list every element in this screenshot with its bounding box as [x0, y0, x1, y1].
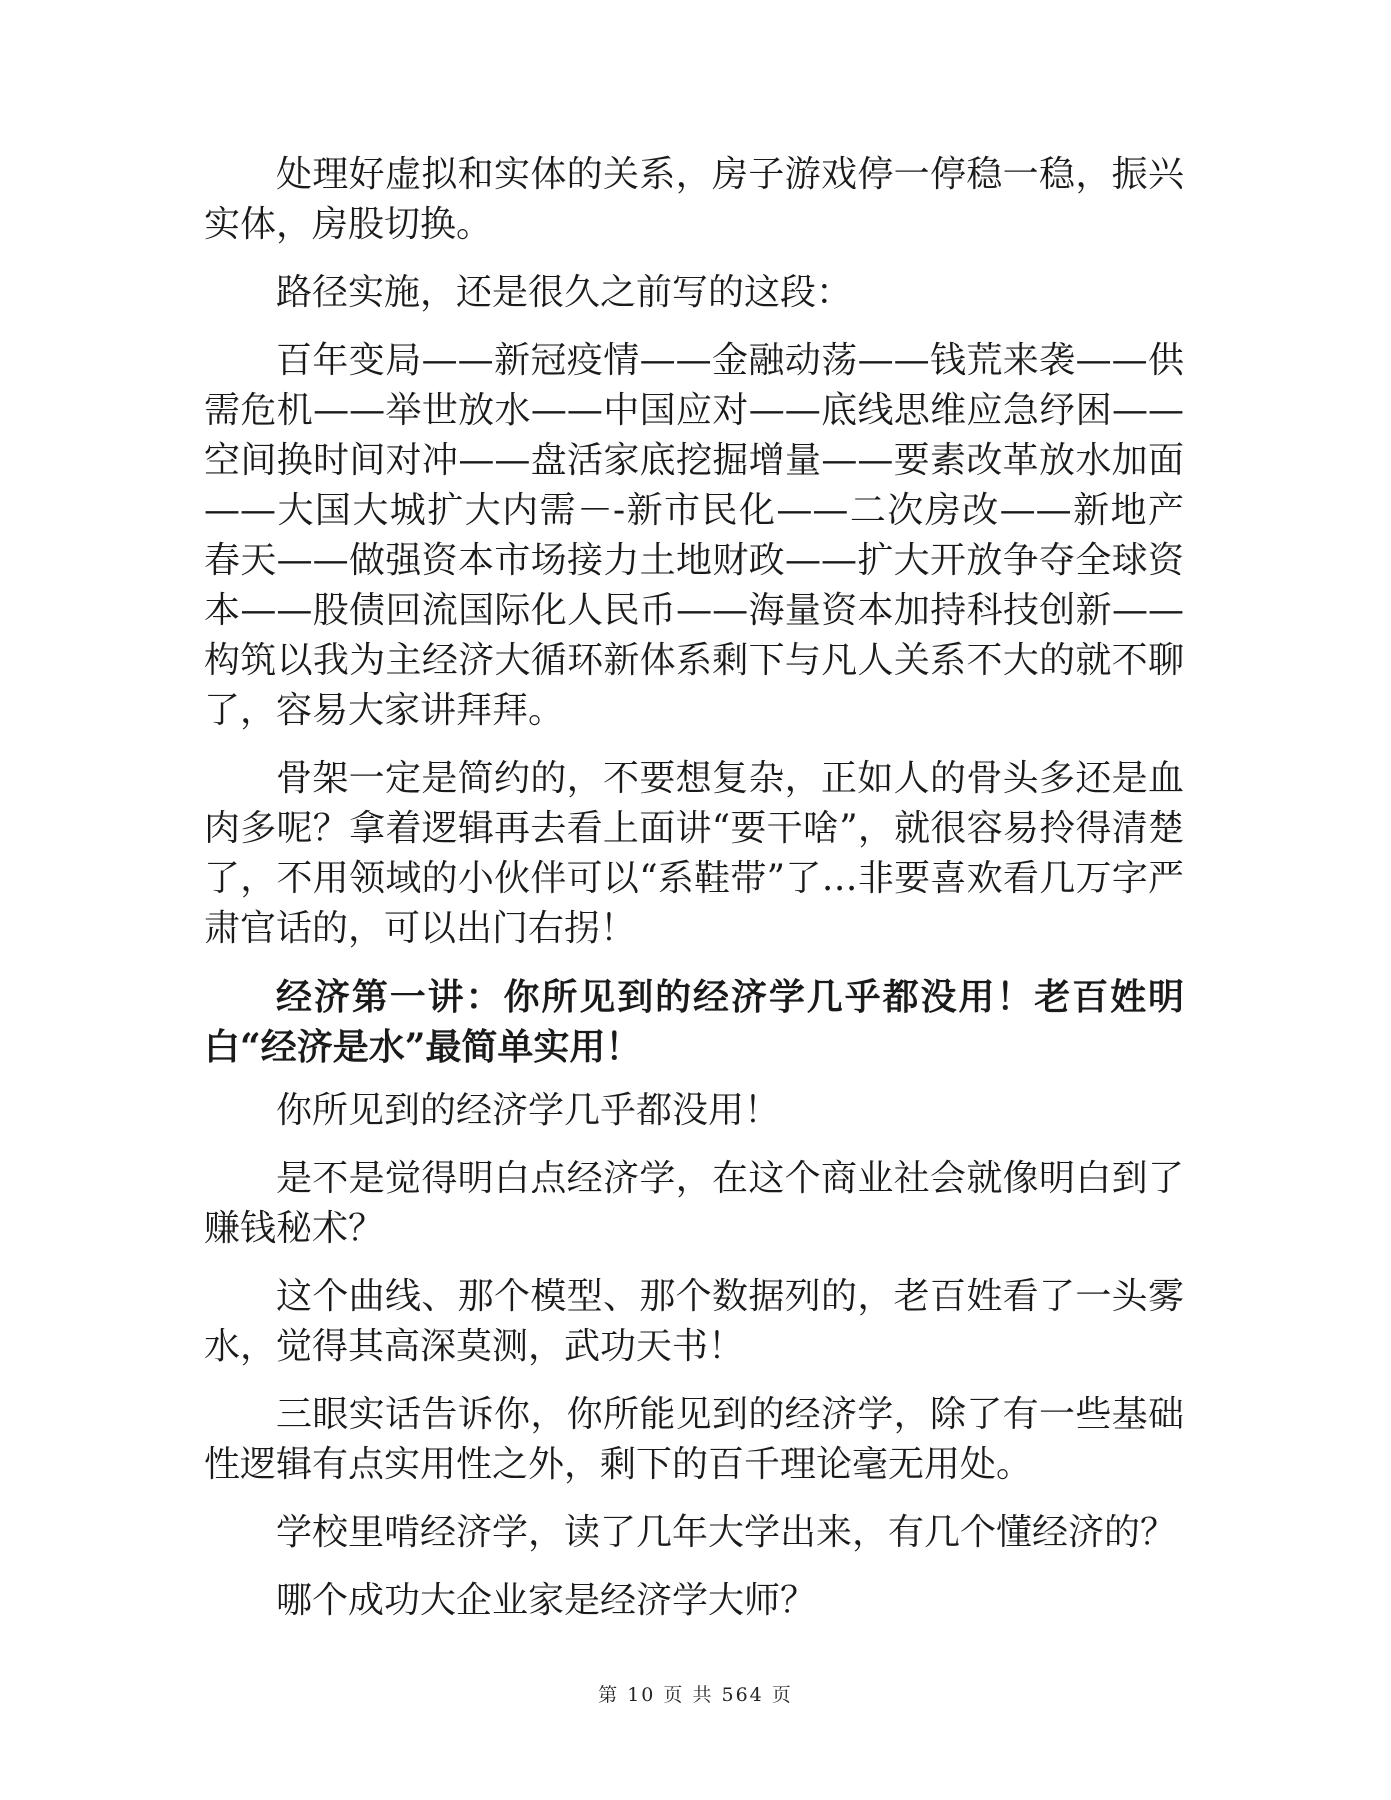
paragraph: 骨架一定是简约的，不要想复杂，正如人的骨头多还是血肉多呢？拿着逻辑再去看上面讲“要干啥”，就很容易拎得清楚了，不用领域的小伙伴可以“系鞋带”了…非要喜欢看几万字严肃官话的，可以出门右拐！	[204, 758, 1184, 949]
paragraph: 是不是觉得明白点经济学，在这个商业社会就像明白到了赚钱秘术？	[204, 1158, 1184, 1249]
page-footer: 第 10 页 共 564 页	[598, 1684, 793, 1706]
paragraph: 百年变局——新冠疫情——金融动荡——钱荒来袭——供需危机——举世放水——中国应对——底线思维应急纾困——空间换时间对冲——盘活家底挖掘增量——要素改革放水加面——大国大城扩大内需－-新市民化——二次房改——新地产春天——做强资本市场接力土地财政——扩大开放争夺全球资本——股债回流国际化人民币——海量资本加持科技创新——构筑以我为主经济大循环新体系剩下与凡人关系不大的就不聊了，容易大家讲拜拜。	[204, 340, 1184, 731]
paragraph: 哪个成功大企业家是经济学大师？	[276, 1580, 817, 1621]
paragraph: 学校里啃经济学，读了几年大学出来，有几个懂经济的？	[276, 1512, 1177, 1553]
paragraph: 处理好虚拟和实体的关系，房子游戏停一停稳一稳，振兴实体，房股切换。	[204, 154, 1184, 245]
section-heading: 经济第一讲：你所见到的经济学几乎都没用！老百姓明白“经济是水”最简单实用！	[204, 976, 1184, 1068]
paragraph: 三眼实话告诉你，你所能见到的经济学，除了有一些基础性逻辑有点实用性之外，剩下的百千理论毫无用处。	[204, 1394, 1184, 1485]
page-body	[204, 150, 1184, 1644]
paragraph: 你所见到的经济学几乎都没用！	[276, 1090, 781, 1131]
paragraph: 路径实施，还是很久之前写的这段：	[276, 272, 853, 313]
paragraph: 这个曲线、那个模型、那个数据列的，老百姓看了一头雾水，觉得其高深莫测，武功天书！	[204, 1276, 1184, 1367]
